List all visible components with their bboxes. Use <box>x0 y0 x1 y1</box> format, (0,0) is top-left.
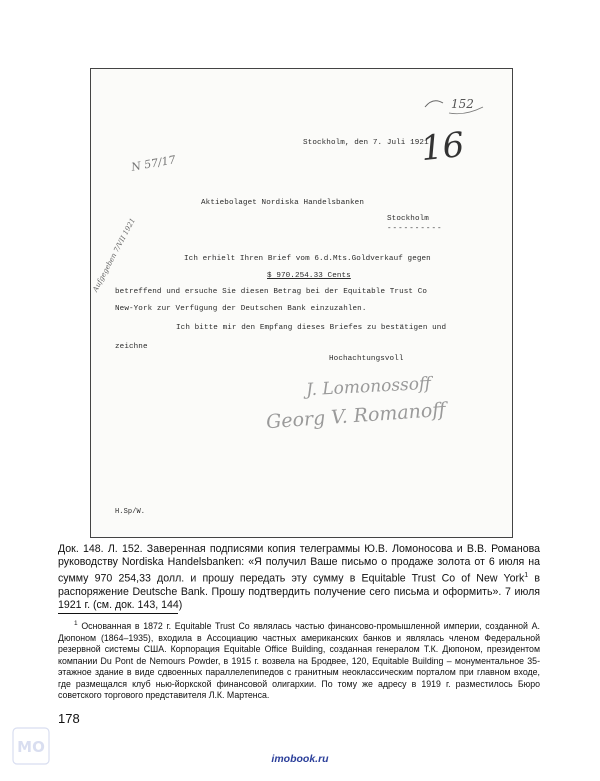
letter-line-4: Ich bitte mir den Empfang dieses Briefes zu bestätigen und <box>176 324 447 332</box>
page-number: 178 <box>58 711 80 726</box>
letter-line-2: betreffend und ersuche Sie diesen Betrag bei der Equitable Trust Co <box>115 288 428 296</box>
folio-number: 16 <box>419 124 467 170</box>
watermark-letters: MO <box>17 738 45 756</box>
letter-line-3: New-York zur Verfügung der Deutschen Bank einzuzahlen. <box>115 305 367 313</box>
amount: $ 970.254.33 Cents <box>267 272 351 280</box>
caption-text-part2: в распоряжение Deutsche Bank. Прошу подтвердить получение сего письма и оформить». 7 июля 1921 г. (см. док. 143, 144) <box>58 572 541 612</box>
addressee-city: Stockholm <box>387 215 429 223</box>
footnote <box>58 618 540 702</box>
site-link[interactable]: imobook.ru <box>271 753 329 765</box>
document-caption <box>58 543 540 613</box>
letter-line-5: zeichne <box>115 343 148 351</box>
footnote-marker: 1 <box>74 620 78 627</box>
archive-number: 152 <box>451 97 474 111</box>
margin-note-side: Aufgegeben 7/VII 1921 <box>91 216 137 294</box>
date-line: Stockholm, den 7. Juli 1921 <box>303 139 429 147</box>
margin-note-left: N 57/17 <box>130 153 177 174</box>
footnote-reference: 1 <box>524 572 529 580</box>
footnote-divider <box>58 613 178 614</box>
caption-text-part1: Док. 148. Л. 152. Заверенная подписями копия телеграммы Ю.В. Ломоносова и В.В. Романова руководству Nordiska Handelsbanken: «Я получил Ваше письмо о продаже золота от 6 июля на сумму 970 254,33 долл. и прошу передать эту сумму в Equitable Trust Co of New York <box>58 543 540 585</box>
signature-lomonossoff: J. Lomonossoff <box>305 373 432 401</box>
archive-stamp-mark <box>421 91 491 121</box>
archival-document-scan <box>90 68 513 538</box>
letter-line-1: Ich erhielt Ihren Brief vom 6.d.Mts.Goldverkauf gegen <box>184 255 431 263</box>
footnote-text: Основанная в 1872 г. Equitable Trust Co являлась частью финансово-промышленной империи, созданной А. Дюпоном (1864–1935), входила в Ассоциацию частных американских банков и являлась членом Федеральной резервной системы США. Корпорация Equitable Office Building, созданная генералом Т.К. Дюпоном, президентом компании Du Pont de Nemours Powder, в 1915 г. возвела на Бродвее, 120, Equitable Building – монументальное 35-этажное здание в виде сдвоенных параллелепипедов с гранитным неоклассическим порталом при главном входе, где размещался клуб нью-йоркской финансовой олигархии. По тому же адресу в 1919 г. разместилось Бюро советского торгового представителя Л.К. Мартенса. <box>58 620 540 701</box>
typist-initials: H.Sp/W. <box>115 508 146 516</box>
closing: Hochachtungsvoll <box>329 355 404 363</box>
signature-romanoff: Georg V. Romanoff <box>265 398 447 434</box>
city-underline: ---------- <box>387 225 443 233</box>
addressee: Aktiebolaget Nordiska Handelsbanken <box>201 199 364 207</box>
